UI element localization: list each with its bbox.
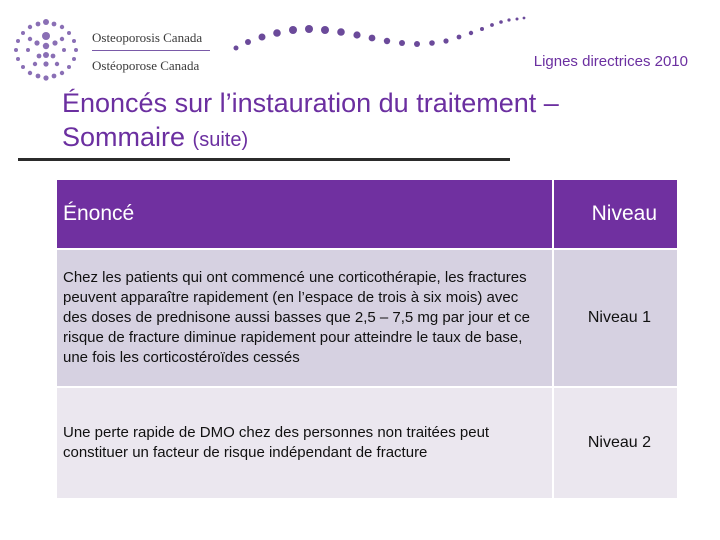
statement-cell: Une perte rapide de DMO chez des personnes non traitées peut constituer un facteur de risque indépendant de fracture xyxy=(56,387,553,499)
slide-title xyxy=(62,86,622,157)
table-row xyxy=(56,387,678,499)
org-name-fr: Ostéoporose Canada xyxy=(92,58,200,73)
slide-title-main: Énoncés sur l’instauration du traitement – Sommaire xyxy=(62,88,559,152)
table-row xyxy=(56,249,678,387)
level-cell: Niveau 2 xyxy=(553,387,678,499)
statement-cell: Chez les patients qui ont commencé une corticothérapie, les fractures peuvent apparaître rapidement (en l’espace de trois à six mois) avec des doses de prednisone aussi basses que 2,5 – 7,5 mg par jour et ce risque de fracture diminue rapidement pour atteindre le taux de base, une fois les corticostéroïdes cessés xyxy=(56,249,553,387)
summary-table xyxy=(55,178,679,500)
title-underline xyxy=(18,158,510,161)
header-level: Niveau xyxy=(553,179,678,249)
table-header-row xyxy=(56,179,678,249)
slide-title-suffix: (suite) xyxy=(192,129,249,151)
header-statement: Énoncé xyxy=(56,179,553,249)
decorative-dot-wave xyxy=(0,0,720,100)
org-name-en: Osteoporosis Canada xyxy=(92,30,203,45)
level-cell: Niveau 1 xyxy=(553,249,678,387)
guidelines-label: Lignes directrices 2010 xyxy=(533,53,688,70)
